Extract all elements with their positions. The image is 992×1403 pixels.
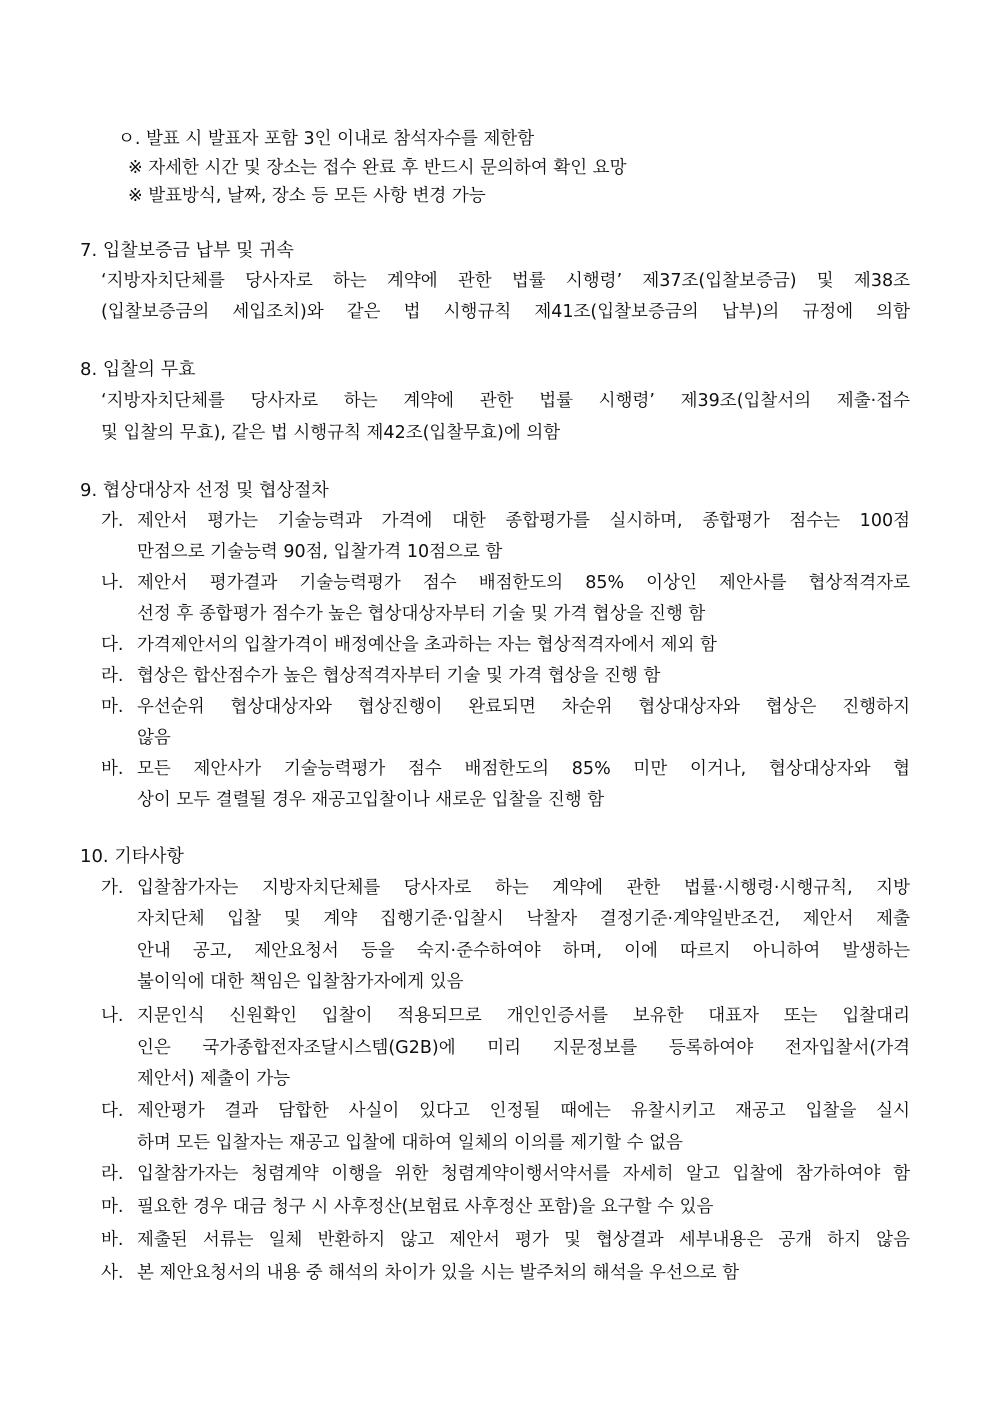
list-item-line: 않음 [137,728,171,748]
list-item-line: 제안서 평가결과 기술능력평가 점수 배점한도의 85% 이상인 제안사를 협상적격자로 [137,573,910,593]
list-item-line: 제안평가 결과 담합한 사실이 있다고 인정될 때에는 유찰시키고 재공고 입찰을 실시 [137,1101,910,1121]
list-item-line: 우선순위 협상대상자와 협상진행이 완료되면 차순위 협상대상자와 협상은 진행하지 [137,697,910,717]
list-marker: 다. [101,635,124,655]
list-item-line: 모든 제안사가 기술능력평가 점수 배점한도의 85% 미만 이거나, 협상대상자와 협 [137,759,910,779]
list-marker: 바. [101,759,124,779]
list-marker: 마. [101,697,124,717]
list-item-line: 하며 모든 입찰자는 재공고 입찰에 대하여 일체의 이의를 제기할 수 없음 [137,1133,683,1153]
paragraph-line: 및 입찰의 무효), 같은 법 시행규칙 제42조(입찰무효)에 의함 [101,423,561,443]
list-item-line: 인은 국가종합전자조달시스템(G2B)에 미리 지문정보를 등록하여야 전자입찰서(가격 [137,1038,910,1058]
list-item-line: 필요한 경우 대금 청구 시 사후정산(보험료 사후정산 포함)을 요구할 수 있음 [137,1197,714,1217]
list-marker: 마. [101,1197,124,1217]
list-marker: 나. [101,573,124,593]
list-item-line: 입찰참가자는 지방자치단체를 당사자로 하는 계약에 관한 법률·시행령·시행규칙, 지방 [137,878,910,898]
list-marker: 가. [101,878,124,898]
note-line: ※ 발표방식, 날짜, 장소 등 모든 사항 변경 가능 [128,186,486,206]
list-item-line: 만점으로 기술능력 90점, 입찰가격 10점으로 함 [137,542,503,562]
list-item-line: 제안서) 제출이 가능 [137,1069,291,1089]
list-item-line: 본 제안요청서의 내용 중 해석의 차이가 있을 시는 발주처의 해석을 우선으로 함 [137,1263,740,1283]
list-marker: 나. [101,1006,124,1026]
paragraph-line: ‘지방자치단체를 당사자로 하는 계약에 관한 법률 시행령’ 제37조(입찰보증금) 및 제38조 [101,271,910,291]
list-item-line: 제출된 서류는 일체 반환하지 않고 제안서 평가 및 협상결과 세부내용은 공개 하지 않음 [137,1230,910,1250]
paragraph-line: (입찰보증금의 세입조치)와 같은 법 시행규칙 제41조(입찰보증금의 납부)의 규정에 의함 [101,302,910,322]
list-item-line: 협상은 합산점수가 높은 협상적격자부터 기술 및 가격 협상을 진행 함 [137,666,661,686]
list-item-line: 안내 공고, 제안요청서 등을 숙지·준수하여야 하며, 이에 따르지 아니하여 발생하는 [137,941,910,961]
list-item-line: 선정 후 종합평가 점수가 높은 협상대상자부터 기술 및 가격 협상을 진행 함 [137,604,706,624]
section-heading-7: 7. 입찰보증금 납부 및 귀속 [80,240,294,261]
list-marker: 가. [101,511,124,531]
list-item-line: 가격제안서의 입찰가격이 배정예산을 초과하는 자는 협상적격자에서 제외 함 [137,635,717,655]
section-heading-8: 8. 입찰의 무효 [80,359,196,380]
bullet-line: ㅇ. 발표 시 발표자 포함 3인 이내로 참석자수를 제한함 [118,129,535,149]
list-item-line: 제안서 평가는 기술능력과 가격에 대한 종합평가를 실시하며, 종합평가 점수는 100점 [137,511,910,531]
list-marker: 바. [101,1230,124,1250]
list-item-line: 자치단체 입찰 및 계약 집행기준·입찰시 낙찰자 결정기준·계약일반조건, 제안서 제출 [137,909,910,929]
list-item-line: 불이익에 대한 책임은 입찰참가자에게 있음 [137,972,464,992]
list-marker: 라. [101,666,124,686]
list-item-line: 입찰참가자는 청렴계약 이행을 위한 청렴계약이행서약서를 자세히 알고 입찰에 참가하여야 함 [137,1164,910,1184]
list-item-line: 상이 모두 결렬될 경우 재공고입찰이나 새로운 입찰을 진행 함 [137,790,605,810]
section-heading-9: 9. 협상대상자 선정 및 협상절차 [80,480,329,501]
list-item-line: 지문인식 신원확인 입찰이 적용되므로 개인인증서를 보유한 대표자 또는 입찰대리 [137,1006,910,1026]
list-marker: 다. [101,1101,124,1121]
list-marker: 사. [101,1263,124,1283]
section-heading-10: 10. 기타사항 [80,846,184,867]
note-line: ※ 자세한 시간 및 장소는 접수 완료 후 반드시 문의하여 확인 요망 [128,158,627,178]
list-marker: 라. [101,1164,124,1184]
paragraph-line: ‘지방자치단체를 당사자로 하는 계약에 관한 법률 시행령’ 제39조(입찰서의 제출·접수 [101,391,910,411]
